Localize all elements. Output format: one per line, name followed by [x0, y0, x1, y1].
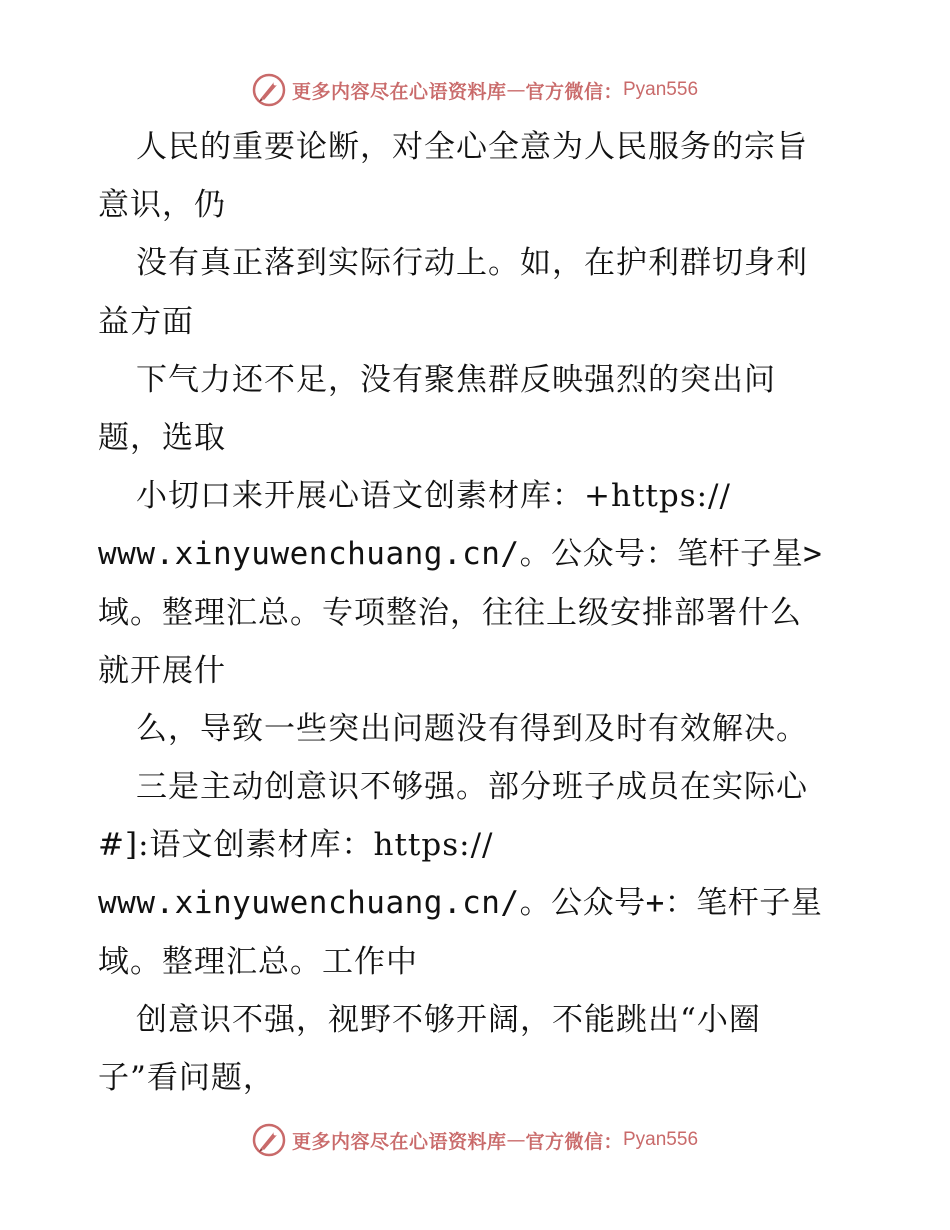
footer-wechat-id: Pyan556	[623, 1129, 699, 1150]
quill-pen-icon	[252, 73, 286, 107]
body-line: 域。整理汇总。专项整治，往往上级安排部署什么	[98, 594, 802, 631]
body-line: www.xinyuwenchuang.cn/。公众号+：笔杆子星	[98, 885, 823, 922]
body-line: 下气力还不足，没有聚焦群反映强烈的突出问	[136, 361, 776, 398]
body-line: 三是主动创意识不够强。部分班子成员在实际心	[136, 769, 808, 806]
body-line: 创意识不强，视野不够开阔，不能跳出“小圈	[136, 1001, 761, 1038]
header-watermark	[0, 70, 950, 110]
body-line: 么，导致一些突出问题没有得到及时有效解决。	[136, 710, 808, 747]
quill-pen-icon	[252, 1123, 286, 1157]
body-line: 子”看问题，	[98, 1060, 275, 1096]
footer-wechat-label: 官方微信：	[525, 1130, 623, 1153]
body-line: 人民的重要论断，对全心全意为人民服务的宗旨	[136, 129, 808, 165]
header-wechat-label: 官方微信：	[525, 80, 623, 103]
footer-watermark	[0, 1120, 950, 1160]
footer-text: 更多内容尽在心语资料库	[291, 1130, 507, 1153]
body-line: 就开展什	[98, 652, 226, 689]
body-line: 小切口来开展心语文创素材库：+https://	[136, 478, 731, 515]
body-line: #]:语文创素材库：https://	[98, 827, 494, 864]
header-text: 更多内容尽在心语资料库	[291, 80, 507, 103]
body-line: www.xinyuwenchuang.cn/。公众号：笔杆子星>	[98, 536, 823, 573]
body-line: 域。整理汇总。工作中	[98, 943, 418, 980]
body-line: 题，选取	[98, 419, 226, 456]
body-line: 意识，仍	[98, 187, 226, 224]
body-line: 益方面	[98, 303, 194, 340]
footer-separator: —	[506, 1129, 526, 1151]
document-body	[98, 118, 858, 1107]
header-separator: —	[506, 79, 526, 101]
header-wechat-id: Pyan556	[623, 79, 699, 100]
body-line: 没有真正落到实际行动上。如，在护利群切身利	[136, 245, 808, 282]
